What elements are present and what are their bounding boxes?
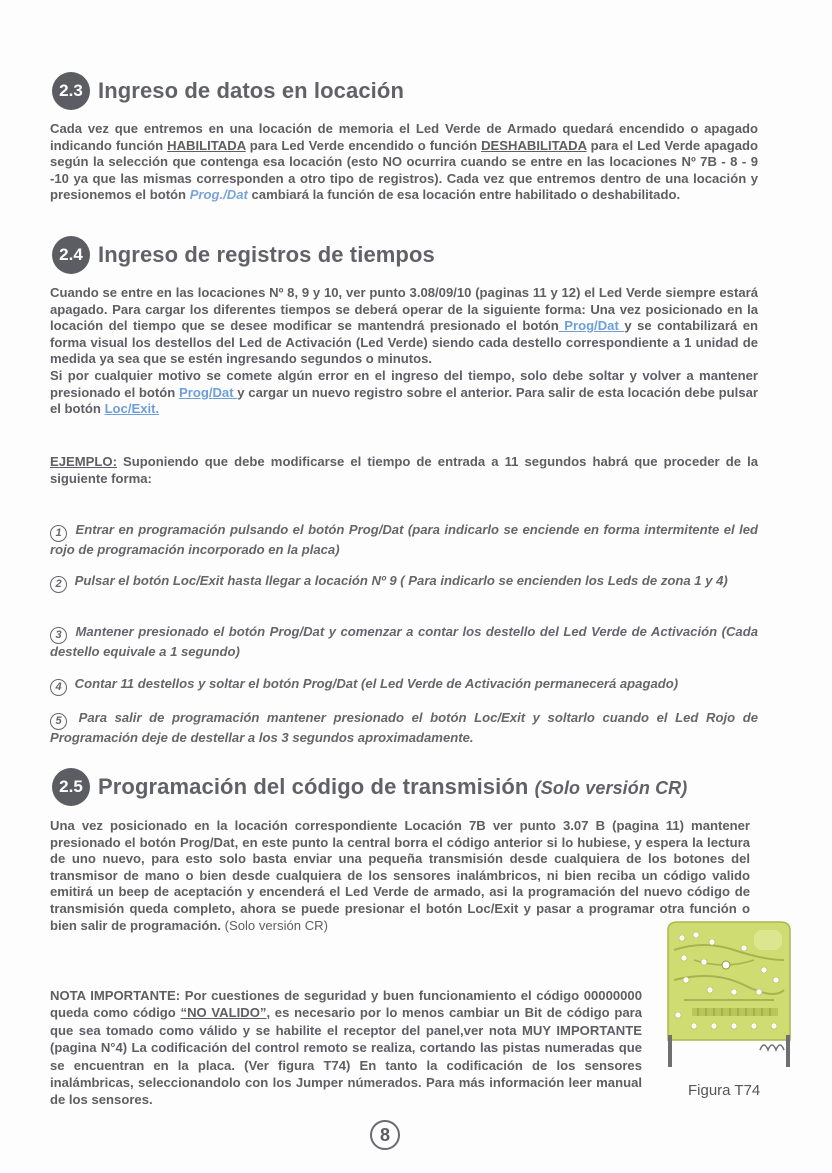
section-2-3-body xyxy=(50,121,758,204)
pcb-board-icon xyxy=(664,920,794,1070)
step-number-circle: 2 xyxy=(50,576,67,593)
step-number-circle: 4 xyxy=(50,679,67,696)
step-number-circle: 3 xyxy=(50,627,67,644)
body-text: para Led Verde encendido o función xyxy=(245,137,482,153)
body-text: para el Led Verde apagado según la selección que contenga esa locación (esto NO ocurrira cuando se entre en las locaciones Nº 7B - 8 - 9 -10 ya que las mismas corresponden a otro tipo de registros). Cada vez que entremos dentro de una locación y presionemos el botón xyxy=(50,137,758,203)
version-note: (Solo versión CR) xyxy=(221,917,328,933)
figure-caption: Figura T74 xyxy=(688,1082,761,1099)
no-valido-text: “NO VALIDO” xyxy=(180,1005,267,1021)
step-item xyxy=(50,676,758,696)
section-number-badge: 2.5 xyxy=(52,768,90,806)
prog-dat-link[interactable]: Prog/Dat xyxy=(179,384,238,400)
section-2-5-body xyxy=(50,818,750,934)
step-item xyxy=(50,710,758,746)
section-title: Ingreso de registros de tiempos xyxy=(98,242,435,267)
body-text: Cuando se entre en las locaciones Nº 8, 9 y 10, ver punto 3.08/09/10 (paginas 11 y 12) el Led Verde siempre estará apagado. Para cargar los diferentes tiempos se deberá operar de la siguiente forma: Una vez posicionado en la locación del tiempo que se desee modificar se mantendrá presionado el botón xyxy=(50,285,758,334)
step-number-circle: 1 xyxy=(50,525,67,542)
step-text: Pulsar el botón Loc/Exit hasta llegar a locación Nº 9 ( Para indicarlo se encienden los Leds de zona 1 y 4) xyxy=(71,573,728,588)
example-paragraph xyxy=(50,454,758,487)
body-text: Si por cualquier motivo se comete algún error en el ingreso del tiempo, solo debe soltar y volver a mantener presionado el botón xyxy=(50,367,758,400)
section-2-4-heading xyxy=(52,236,435,274)
note-text: , es necesario por lo menos cambiar un Bit de código para que sea tomado como válido y se habilite el receptor del panel,ver nota MUY IMPORTANTE (pagina N°4) La codificación del control remoto se realiza, cortando las pistas numeradas que se encuentran en la placa. (Ver figura T74) En tanto la codificación de los sensores inalámbricas, seleccionandolo con los Jumper númerados. Para más información leer manual de los sensores. xyxy=(50,1005,642,1108)
section-2-5-heading xyxy=(52,768,687,806)
step-text: Para salir de programación mantener presionado el botón Loc/Exit y soltarlo cuando el Led Rojo de Programación deje de destellar a los 3 segundos aproximadamente. xyxy=(50,710,758,745)
note-text: NOTA IMPORTANTE: Por cuestiones de seguridad y buen funcionamiento el código 00000000 queda como código xyxy=(50,988,642,1021)
section-title: Ingreso de datos en locación xyxy=(98,78,404,103)
step-text: Mantener presionado el botón Prog/Dat y comenzar a contar los destello del Led Verde de Activación (Cada destello equivale a 1 segundo) xyxy=(50,624,758,659)
section-title xyxy=(98,774,687,800)
body-text: y cargar un nuevo registro sobre el anterior. Para salir de esta locación debe pulsar el botón xyxy=(50,384,758,417)
loc-exit-link[interactable]: Loc/Exit. xyxy=(104,401,160,417)
prog-dat-link[interactable]: Prog/Dat xyxy=(558,318,625,334)
section-title-text: Programación del código de transmisión xyxy=(98,774,529,799)
body-text: y se contabilizará en forma visual los destellos del Led de Activación (Led Verde) siendo cada destello correspondiente a 1 unidad de medida ya sea que se estén ingresando segundos o minutos. xyxy=(50,318,758,367)
step-text: Entrar en programación pulsando el botón Prog/Dat (para indicarlo se enciende en forma intermitente el led rojo de programación incorporado en la placa) xyxy=(50,522,758,557)
body-text: Una vez posicionado en la locación correspondiente Locación 7B ver punto 3.07 B (pagina 11) mantener presionado el botón Prog/Dat, en este punto la central borra el código anterior si lo hubiese, y espera la lectura de uno nuevo, para esto solo basta enviar una pequeña transmisión desde cualquiera de los botones del transmisor de mano o bien desde cualquiera de los sensores inalámbricos, ni bien reciba un código valido emitirá un beep de aceptación y encenderá el Led Verde de armado, asi la programación del nuevo código de transmisión queda completo, ahora se puede presionar el botón Loc/Exit y pasar a programar otra función o bien salir de programación. xyxy=(50,818,750,933)
example-label: EJEMPLO: xyxy=(50,454,117,469)
deshabilitada-text: DESHABILITADA xyxy=(481,137,587,153)
step-item xyxy=(50,624,758,660)
section-number-badge: 2.4 xyxy=(52,236,90,274)
step-text: Contar 11 destellos y soltar el botón Prog/Dat (el Led Verde de Activación permanecerá apagado) xyxy=(71,676,679,691)
example-text: Suponiendo que debe modificarse el tiempo de entrada a 11 segundos habrá que proceder de la siguiente forma: xyxy=(50,454,758,486)
important-note xyxy=(50,987,642,1109)
section-subtitle: (Solo versión CR) xyxy=(534,778,688,798)
step-item xyxy=(50,522,758,558)
section-number-badge: 2.3 xyxy=(52,72,90,110)
habilitada-text: HABILITADA xyxy=(167,137,246,153)
section-2-3-heading xyxy=(52,72,404,110)
step-number-circle: 5 xyxy=(50,713,67,730)
step-item xyxy=(50,573,758,593)
body-text: Cada vez que entremos en una locación de memoria el Led Verde de Armado quedará encendido o apagado indicando función xyxy=(50,121,758,153)
prog-dat-link[interactable]: Prog./Dat xyxy=(189,187,248,203)
page-number-circle: 8 xyxy=(370,1120,400,1150)
section-2-4-body xyxy=(50,285,758,418)
body-text: cambiará la función de esa locación entre habilitado o deshabilitado. xyxy=(247,187,681,203)
